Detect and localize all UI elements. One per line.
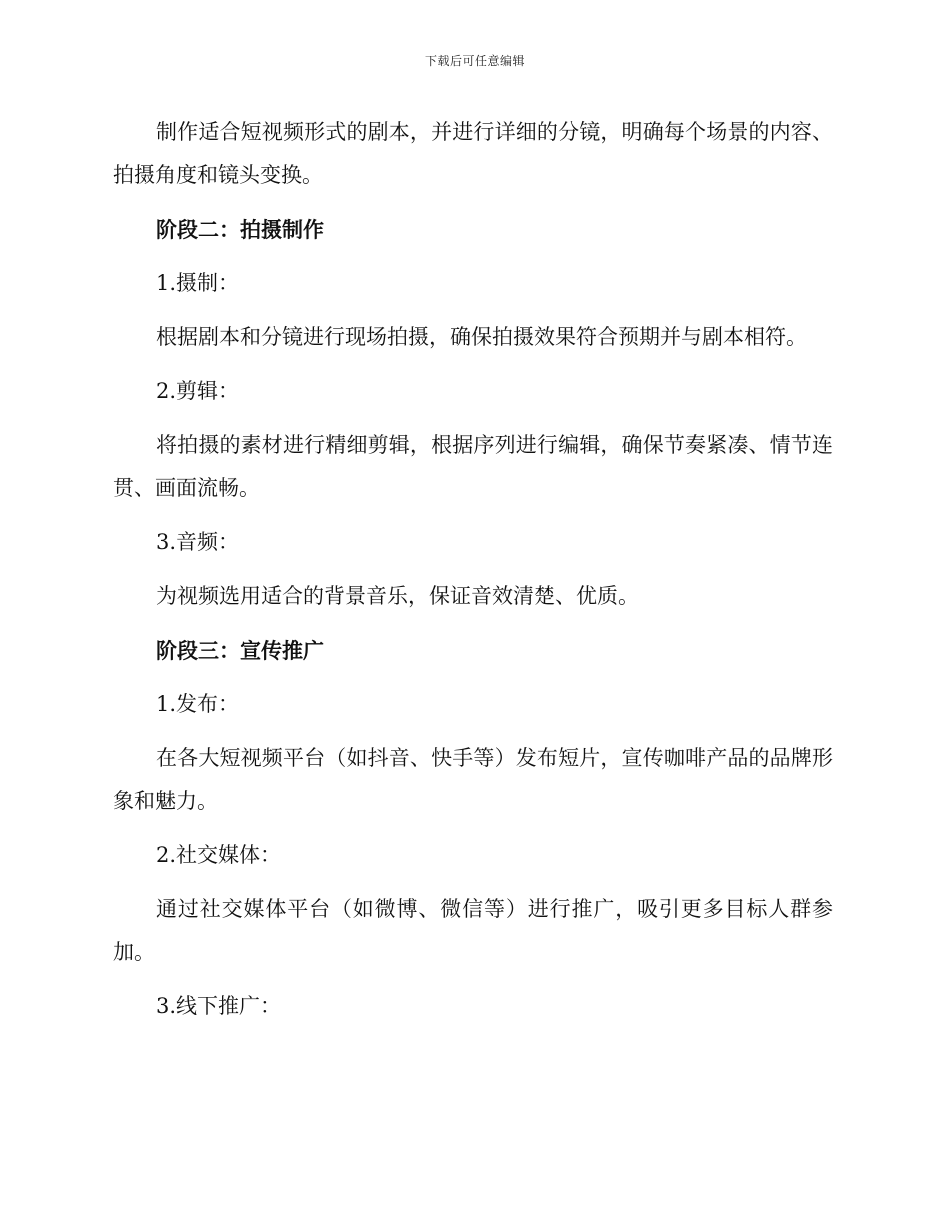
section-heading-stage-three: 阶段三：宣传推广 (156, 638, 324, 663)
item-label-editing: 2.剪辑： (156, 379, 240, 403)
paragraph-filming: 根据剧本和分镜进行现场拍摄，确保拍摄效果符合预期并与剧本相符。 (156, 325, 807, 349)
item-label-offline-promotion: 3.线下推广： (156, 994, 282, 1018)
section-heading-stage-two: 阶段二：拍摄制作 (156, 217, 324, 242)
page-header: 下载后可任意编辑 (424, 54, 525, 68)
document-body (113, 111, 833, 1039)
item-label-release: 1.发布： (156, 692, 240, 716)
paragraph-release: 在各大短视频平台（如抖音、快手等）发布短片，宣传咖啡产品的品牌形象和魅力。 (113, 746, 833, 813)
paragraph-editing: 将拍摄的素材进行精细剪辑，根据序列进行编辑，确保节奏紧凑、情节连贯、画面流畅。 (113, 433, 833, 500)
item-label-social-media: 2.社交媒体： (156, 843, 282, 867)
item-label-filming: 1.摄制： (156, 271, 240, 295)
paragraph-script-storyboard: 制作适合短视频形式的剧本，并进行详细的分镜，明确每个场景的内容、拍摄角度和镜头变换。 (113, 120, 833, 187)
paragraph-audio: 为视频选用适合的背景音乐，保证音效清楚、优质。 (156, 584, 639, 608)
paragraph-social-media: 通过社交媒体平台（如微博、微信等）进行推广，吸引更多目标人群参加。 (113, 897, 833, 964)
item-label-audio: 3.音频： (156, 530, 240, 554)
